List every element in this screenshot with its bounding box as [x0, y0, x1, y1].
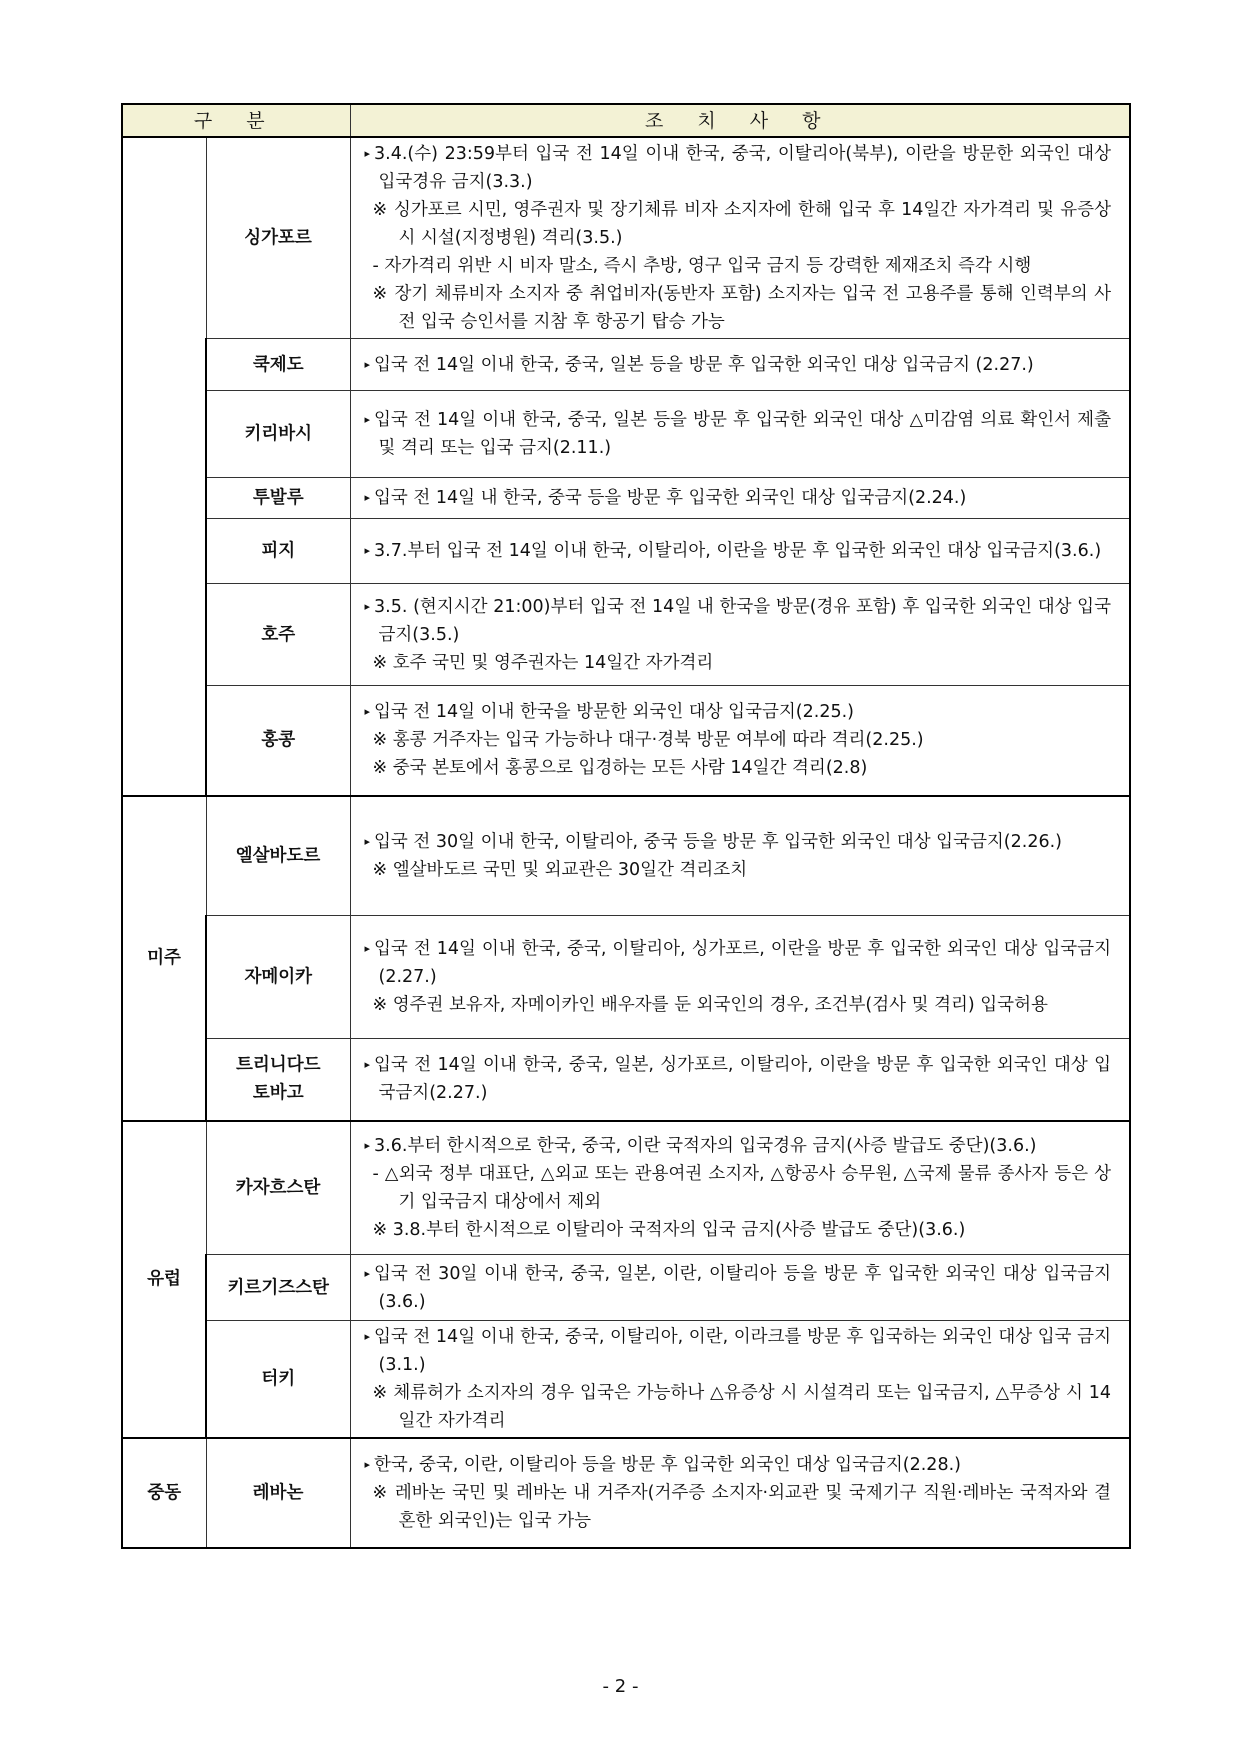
country-name: 자메이카 [244, 967, 313, 987]
header-category: 구 분 [122, 104, 350, 137]
country-name: 터키 [261, 1369, 296, 1389]
table-row [122, 796, 1130, 916]
measures-cell [350, 584, 1130, 686]
measure-text: 입국 전 14일 내 한국, 중국 등을 방문 후 입국한 외국인 대상 입국금지(2.24.) [374, 488, 967, 508]
measure-line-note [365, 726, 1112, 754]
measure-line-bullet [365, 935, 1112, 991]
bullet-triangle-icon: ▸ [364, 1330, 371, 1343]
country-name: 피지 [261, 541, 296, 561]
measure-line-bullet [365, 1132, 1112, 1160]
measures-cell [350, 796, 1130, 916]
bullet-triangle-icon: ▸ [364, 942, 371, 955]
country-cell [206, 339, 350, 391]
table-row [122, 686, 1130, 796]
measure-line-dash [365, 252, 1112, 280]
region-cell: 유럽 [122, 1121, 206, 1439]
measure-line-note [365, 280, 1112, 336]
table-row [122, 1121, 1130, 1255]
measure-line-bullet [365, 593, 1112, 649]
measure-text: ※ 영주권 보유자, 자메이카인 배우자를 둔 외국인의 경우, 조건부(검사 및 격리) 입국허용 [372, 995, 1048, 1015]
measures-cell [350, 686, 1130, 796]
measure-line-note [365, 649, 1112, 677]
measure-text: ※ 엘살바도르 국민 및 외교관은 30일간 격리조치 [372, 859, 748, 880]
measure-text: 입국 전 14일 이내 한국, 중국, 일본, 싱가포르, 이탈리아, 이란을 방문 후 입국한 외국인 대상 입국금지(2.27.) [374, 1055, 1111, 1104]
measure-line-bullet [365, 484, 1112, 512]
measures-cell [350, 519, 1130, 584]
table-row [122, 391, 1130, 478]
table-row [122, 584, 1130, 686]
country-cell [206, 478, 350, 519]
measure-text: ※ 레바논 국민 및 레바논 내 거주자(거주증 소지자·외교관 및 국제기구 직원·레바논 국적자와 결혼한 외국인)는 입국 가능 [372, 1483, 1111, 1531]
measure-text: 입국 전 14일 이내 한국, 중국, 일본 등을 방문 후 입국한 외국인 대상 △미감염 의료 확인서 제출 및 격리 또는 입국 금지(2.11.) [374, 410, 1111, 458]
measure-line-bullet [365, 140, 1112, 196]
country-name: 홍콩 [261, 730, 296, 751]
measure-line-note [365, 1379, 1112, 1435]
bullet-triangle-icon: ▸ [364, 413, 371, 426]
measure-line-bullet [365, 828, 1112, 856]
page-number: - 2 - [602, 1676, 639, 1697]
measures-cell [350, 339, 1130, 391]
measure-text: 한국, 중국, 이란, 이탈리아 등을 방문 후 입국한 외국인 대상 입국금지(2.28.) [374, 1455, 961, 1475]
country-cell [206, 1255, 350, 1321]
measure-line-note [365, 754, 1112, 782]
country-name: 싱가포르 [244, 228, 312, 248]
country-name: 키리바시 [244, 424, 313, 444]
measure-text: ※ 호주 국민 및 영주권자는 14일간 자가격리 [372, 652, 714, 673]
bullet-triangle-icon: ▸ [364, 544, 371, 557]
table-row [122, 478, 1130, 519]
bullet-triangle-icon: ▸ [364, 1138, 371, 1152]
measures-cell [350, 1121, 1130, 1255]
region-cell: 미주 [122, 796, 206, 1121]
measure-line-bullet [365, 1323, 1112, 1379]
header-measures: 조 치 사 항 [350, 104, 1130, 137]
country-cell [206, 1121, 350, 1255]
measures-cell [350, 1438, 1130, 1548]
country-cell [206, 391, 350, 478]
measure-text: - △외국 정부 대표단, △외교 또는 관용여권 소지자, △항공사 승무원, △국제 물류 종사자 등은 상기 입국금지 대상에서 제외 [372, 1163, 1111, 1212]
measure-line-note [365, 991, 1112, 1019]
bullet-triangle-icon: ▸ [364, 599, 371, 613]
measure-line-bullet [365, 406, 1112, 462]
country-name: 레바논 [252, 1483, 304, 1503]
table-row [122, 519, 1130, 584]
measure-line-dash [365, 1160, 1112, 1216]
bullet-triangle-icon: ▸ [364, 147, 371, 160]
country-cell [206, 1321, 350, 1439]
table-header-row [122, 104, 1130, 137]
measures-cell [350, 137, 1130, 339]
country-name: 트리니다드 [235, 1055, 321, 1076]
measure-text: - 자가격리 위반 시 비자 말소, 즉시 추방, 영구 입국 금지 등 강력한 제재조치 즉각 시행 [372, 256, 1032, 276]
measure-text: 입국 전 30일 이내 한국, 이탈리아, 중국 등을 방문 후 입국한 외국인 대상 입국금지(2.26.) [374, 831, 1062, 852]
country-cell [206, 916, 350, 1039]
bullet-triangle-icon: ▸ [364, 357, 371, 371]
country-name: 토바고 [252, 1083, 304, 1104]
measure-text: 입국 전 14일 이내 한국, 중국, 이탈리아, 이란, 이라크를 방문 후 입국하는 외국인 대상 입국 금지(3.1.) [374, 1327, 1111, 1375]
measure-text: 입국 전 30일 이내 한국, 중국, 일본, 이란, 이탈리아 등을 방문 후 입국한 외국인 대상 입국금지(3.6.) [374, 1263, 1111, 1312]
country-cell [206, 1438, 350, 1548]
measure-text: 3.7.부터 입국 전 14일 이내 한국, 이탈리아, 이란을 방문 후 입국한 외국인 대상 입국금지(3.6.) [374, 541, 1102, 561]
region-cell: 중동 [122, 1438, 206, 1548]
country-cell [206, 796, 350, 916]
table-row [122, 1255, 1130, 1321]
measure-line-bullet [365, 1451, 1112, 1479]
table-row [122, 339, 1130, 391]
measure-text: ※ 중국 본토에서 홍콩으로 입경하는 모든 사람 14일간 격리(2.8) [372, 758, 868, 779]
measure-text: ※ 홍콩 거주자는 입국 가능하나 대구·경북 방문 여부에 따라 격리(2.25.) [372, 730, 924, 751]
bullet-triangle-icon: ▸ [364, 491, 371, 504]
country-name: 키르기즈스탄 [227, 1277, 329, 1298]
country-name: 호주 [261, 624, 296, 645]
table-row [122, 916, 1130, 1039]
measures-cell [350, 1039, 1130, 1121]
measures-cell [350, 916, 1130, 1039]
country-cell [206, 686, 350, 796]
measure-text: ※ 3.8.부터 한시적으로 이탈리아 국적자의 입국 금지(사증 발급도 중단)(3.6.) [372, 1219, 966, 1240]
measure-text: 입국 전 14일 이내 한국, 중국, 이탈리아, 싱가포르, 이란을 방문 후 입국한 외국인 대상 입국금지(2.27.) [374, 939, 1111, 987]
country-name: 투발루 [252, 488, 304, 508]
bullet-triangle-icon: ▸ [364, 834, 371, 848]
measure-text: ※ 체류허가 소지자의 경우 입국은 가능하나 △유증상 시 시설격리 또는 입국금지, △무증상 시 14일간 자가격리 [372, 1383, 1111, 1431]
measure-line-note [365, 1479, 1112, 1535]
measure-text: 입국 전 14일 이내 한국, 중국, 일본 등을 방문 후 입국한 외국인 대상 입국금지 (2.27.) [374, 354, 1034, 375]
table-row [122, 137, 1130, 339]
bullet-triangle-icon: ▸ [364, 705, 371, 719]
region-cell [122, 137, 206, 796]
table-row [122, 1321, 1130, 1439]
measure-text: 3.6.부터 한시적으로 한국, 중국, 이란 국적자의 입국경유 금지(사증 발급도 중단)(3.6.) [374, 1135, 1037, 1156]
table-row [122, 1039, 1130, 1121]
measure-text: 3.4.(수) 23:59부터 입국 전 14일 이내 한국, 중국, 이탈리아(북부), 이란을 방문한 외국인 대상 입국경유 금지(3.3.) [374, 144, 1111, 192]
bullet-triangle-icon: ▸ [364, 1058, 371, 1072]
country-cell [206, 137, 350, 339]
measures-cell [350, 1255, 1130, 1321]
country-cell [206, 519, 350, 584]
measure-line-bullet [365, 537, 1112, 565]
measure-line-bullet [365, 1051, 1112, 1107]
measures-cell [350, 391, 1130, 478]
measure-line-note [365, 856, 1112, 884]
measure-text: 입국 전 14일 이내 한국을 방문한 외국인 대상 입국금지(2.25.) [374, 702, 854, 723]
measures-cell [350, 1321, 1130, 1439]
measure-line-note [365, 1216, 1112, 1244]
measure-text: 3.5. (현지시간 21:00)부터 입국 전 14일 내 한국을 방문(경유 포함) 후 입국한 외국인 대상 입국 금지(3.5.) [374, 596, 1111, 645]
measure-line-bullet [365, 1260, 1112, 1316]
measure-text: ※ 싱가포르 시민, 영주권자 및 장기체류 비자 소지자에 한해 입국 후 14일간 자가격리 및 유증상 시 시설(지정병원) 격리(3.5.) [372, 200, 1111, 248]
measure-line-bullet [365, 351, 1112, 379]
entry-restriction-table [121, 103, 1131, 1549]
bullet-triangle-icon: ▸ [364, 1458, 371, 1471]
country-cell [206, 1039, 350, 1121]
measure-line-bullet [365, 698, 1112, 726]
country-name: 쿡제도 [252, 354, 304, 375]
table-row [122, 1438, 1130, 1548]
bullet-triangle-icon: ▸ [364, 1266, 371, 1280]
country-name: 카자흐스탄 [235, 1177, 321, 1198]
table-body [122, 137, 1130, 1548]
measure-line-note [365, 196, 1112, 252]
measures-cell [350, 478, 1130, 519]
measure-text: ※ 장기 체류비자 소지자 중 취업비자(동반자 포함) 소지자는 입국 전 고용주를 통해 인력부의 사전 입국 승인서를 지참 후 항공기 탑승 가능 [372, 284, 1111, 332]
country-cell [206, 584, 350, 686]
country-name: 엘살바도르 [235, 845, 321, 866]
